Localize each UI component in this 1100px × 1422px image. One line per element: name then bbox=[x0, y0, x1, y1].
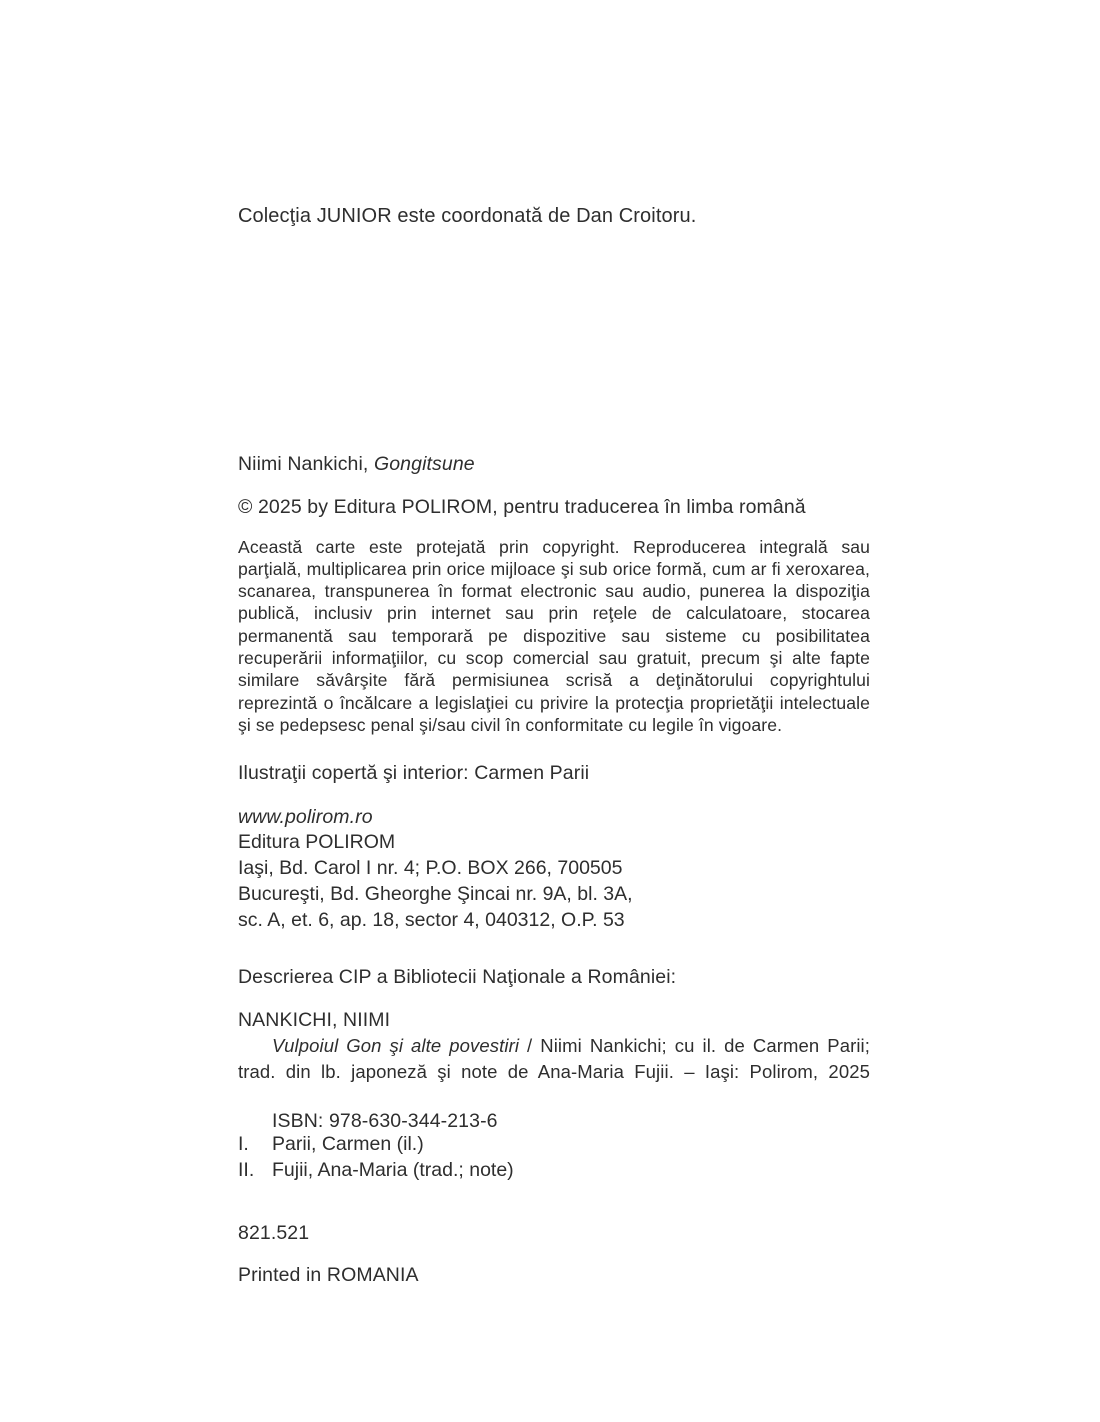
author-title-line bbox=[238, 452, 878, 476]
collection-note: Colecţia JUNIOR este coordonată de Dan Croitoru. bbox=[238, 205, 697, 227]
publisher-address-line-sector: sc. A, et. 6, ap. 18, sector 4, 040312, O.P. 53 bbox=[238, 909, 625, 931]
index-item bbox=[238, 1157, 514, 1183]
index-numeral: II. bbox=[238, 1159, 255, 1181]
cip-entry-line-1 bbox=[238, 1034, 870, 1058]
publisher-website: www.polirom.ro bbox=[238, 805, 373, 828]
copyright-year-line: © 2025 by Editura POLIROM, pentru traducerea în limba română bbox=[238, 495, 806, 518]
publisher-name: Editura POLIROM bbox=[238, 831, 396, 853]
cip-index-list bbox=[238, 1131, 514, 1183]
cip-heading: Descrierea CIP a Bibliotecii Naţionale a României: bbox=[238, 965, 677, 988]
printed-note: Printed in ROMANIA bbox=[238, 1263, 419, 1286]
publisher-address-block bbox=[238, 829, 633, 933]
index-text: Parii, Carmen (il.) bbox=[272, 1133, 424, 1155]
illustration-credit: Ilustraţii copertă şi interior: Carmen Parii bbox=[238, 761, 590, 784]
cip-author-heading: NANKICHI, NIIMI bbox=[238, 1008, 391, 1031]
index-item bbox=[238, 1131, 514, 1157]
index-text: Fujii, Ana-Maria (trad.; note) bbox=[272, 1159, 514, 1181]
publisher-address-line-iasi: Iaşi, Bd. Carol I nr. 4; P.O. BOX 266, 700505 bbox=[238, 857, 623, 879]
book-original-title: Gongitsune bbox=[373, 452, 475, 475]
cip-book-title: Vulpoiul Gon şi alte povestiri bbox=[272, 1034, 520, 1056]
cip-entry-credits: / Niimi Nankichi; cu il. de Carmen Parii; bbox=[519, 1034, 871, 1056]
cip-entry-line-2: trad. din lb. japoneză şi note de Ana-Maria Fujii. – Iaşi: Polirom, 2025 bbox=[238, 1060, 870, 1082]
author-name: Niimi Nankichi, bbox=[238, 452, 374, 475]
copyright-notice: Această carte este protejată prin copyright. Reproducerea integrală sau parţială, multiplicarea prin orice mijloace şi sub orice formă, cum ar fi xeroxarea, scanarea, transpunerea în format electronic sau audio, punerea la dispoziţia publică, inclusiv prin internet sau prin reţele de calculatoare, stocarea permanentă sau temporară pe dispozitive sau sisteme cu posibilitatea recuperării informaţiilor, cu scop comercial sau gratuit, precum şi alte fapte similare săvârşite fără permisiunea scrisă a deţinătorului copyrightului reprezintă o încălcare a legislaţiei cu privire la protecţia proprietăţii intelectuale şi se pedepsesc penal şi/sau civil în conformitate cu legile în vigoare. bbox=[238, 536, 870, 735]
publisher-address-line-bucuresti: Bucureşti, Bd. Gheorghe Şincai nr. 9A, bl. 3A, bbox=[238, 883, 633, 905]
isbn-line: ISBN: 978-630-344-213-6 bbox=[272, 1109, 498, 1132]
udc-classification: 821.521 bbox=[238, 1221, 310, 1244]
index-numeral: I. bbox=[238, 1133, 249, 1155]
